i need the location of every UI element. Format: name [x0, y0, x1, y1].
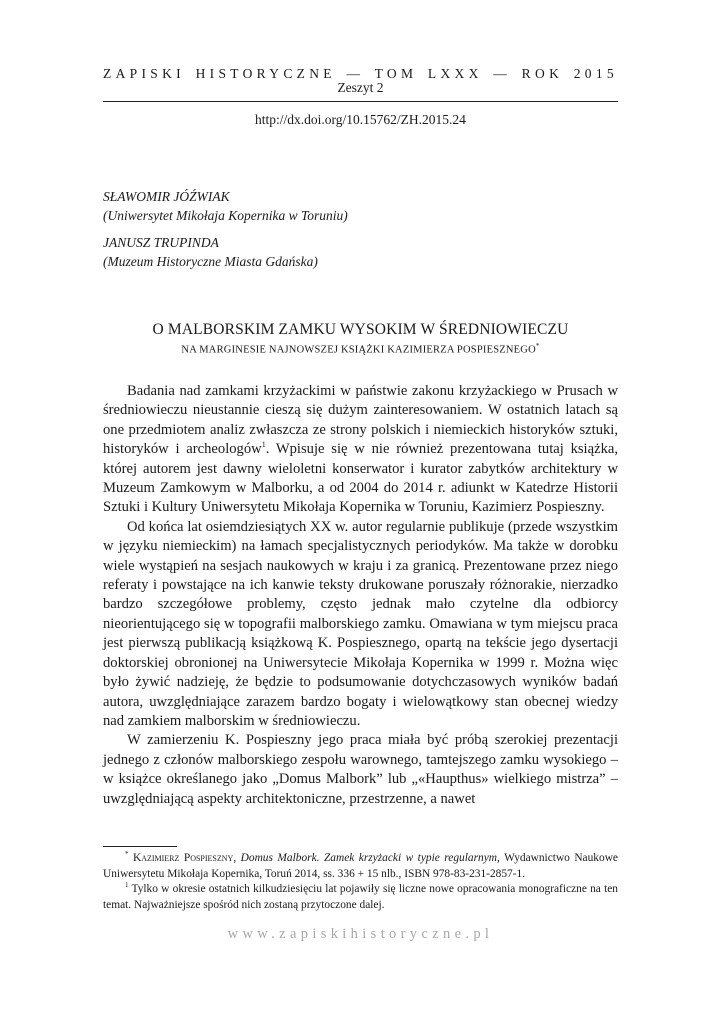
footnote-marker: 1 — [125, 881, 129, 890]
footnote-divider — [103, 846, 177, 847]
paragraph-text: Badania nad zamkami krzyżackimi w państwie zakonu krzyżackiego w Prusach w średniowieczu nieustannie cieszą się dużym zainteresowaniem. W ostatnich latach są one przedmiotem analiz zwłaszcza ze strony polskich i niemieckich historyków sztuki, historyków i archeologów — [103, 383, 618, 458]
author-affiliation: (Uniwersytet Mikołaja Kopernika w Toruniu) — [103, 208, 348, 223]
journal-website-watermark: www.zapiskihistoryczne.pl — [227, 926, 494, 942]
footnote-marker: * — [125, 850, 129, 859]
article-subtitle — [103, 342, 618, 356]
footnote-author: Kazimierz Pospieszny, — [132, 852, 237, 864]
footnote-1 — [103, 882, 618, 913]
body-paragraph — [103, 382, 618, 518]
footnote-text: Tylko w okresie ostatnich kilkudziesięciu lat pojawiły się liczne nowe opracowania monograficzne na ten temat. Najważniejsze spośród nich zostaną przytoczone dalej. — [103, 883, 618, 911]
header-divider — [103, 101, 618, 102]
author-name: JANUSZ TRUPINDA — [103, 235, 219, 250]
body-paragraph: W zamierzeniu K. Pospieszny jego praca miała być próbą szerokiej prezentacji jednego z członów malborskiego zespołu warownego, tamtejszego zamku wysokiego – w książce określanego jako „Domus Malbork” lub „«Haupthus» wielkiego mistrza” – uwzględniającą aspekty architektoniczne, przestrzenne, a nawet — [103, 732, 618, 807]
subtitle-text: NA MARGINESIE NAJNOWSZEJ KSIĄŻKI KAZIMIERZA POSPIESZNEGO — [181, 344, 536, 356]
doi-link[interactable]: http://dx.doi.org/10.15762/ZH.2015.24 — [255, 112, 466, 127]
author-name: SŁAWOMIR JÓŹWIAK — [103, 189, 230, 204]
issue-number: Zeszyt 2 — [337, 80, 384, 95]
footnotes — [103, 851, 618, 913]
footnote-book-title: Domus Malbork. Zamek krzyżacki w typie regularnym — [240, 852, 498, 864]
footnote-star — [103, 851, 618, 882]
article-body — [103, 382, 618, 809]
article-title: O MALBORSKIM ZAMKU WYSOKIM W ŚREDNIOWIECZU — [152, 321, 569, 338]
footnote-ref-1[interactable]: 1 — [261, 440, 266, 450]
paragraph-text: . Wpisuje się w nie również prezentowana tutaj książka, której autorem jest dawny wieloletni konserwator i kurator zabytków architektury w Muzeum Zamkowym w Malborku, a od 2004 do 2014 r. adiunkt w Katedrze Historii Sztuki i Kultury Uniwersytetu Mikołaja Kopernika w Toruniu, Kazimierz Pospieszny. — [103, 441, 618, 516]
journal-running-head: ZAPISKI HISTORYCZNE — TOM LXXX — ROK 2015 — [103, 66, 618, 81]
author-affiliation: (Muzeum Historyczne Miasta Gdańska) — [103, 254, 318, 269]
body-paragraph: Od końca lat osiemdziesiątych XX w. autor regularnie publikuje (przede wszystkim w języku niemieckim) na łamach specjalistycznych periodyków. Ma także w dorobku wiele wystąpień na sesjach naukowych w kraju i za granicą. Prezentowane przez niego referaty i powstające na ich kanwie teksty drukowane poruszały różnorakie, nierzadko bardzo szczegółowe problemy, często jednak mało czytelne dla odbiorcy nieorientującego się w topografii malborskiego zamku. Omawiana w tym miejscu praca jest pierwszą publikacją książkową K. Pospiesznego, opartą na tekście jego dysertacji doktorskiej obronionej na Uniwersytecie Mikołaja Kopernika w 1999 r. Można więc było żywić nadzieję, że będzie to podsumowanie dotychczasowych wyników badań autora, uwzględniające zarazem bardzo bogaty i wielowątkowy stan obecnej wiedzy nad zamkiem malborskim w średniowieczu. — [103, 518, 618, 729]
footnote-ref-star[interactable]: * — [535, 342, 540, 350]
footnote-details: , Wydawnictwo Naukowe Uniwersytetu Mikołaja Kopernika, Toruń 2014, ss. 336 + 15 nlb., ISBN 978-83-231-2857-1. — [103, 852, 618, 880]
